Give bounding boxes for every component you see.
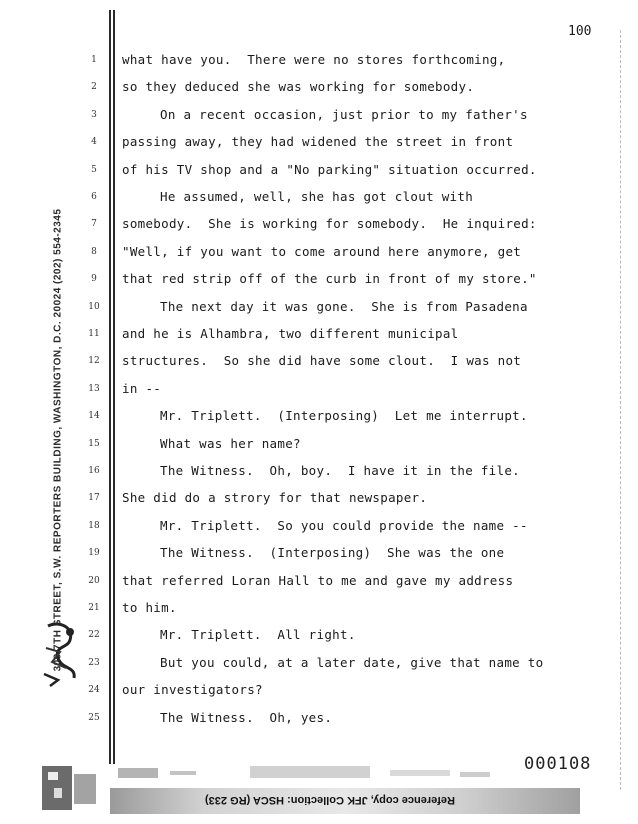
line-number: 11 [88, 329, 100, 339]
line-number: 10 [88, 301, 100, 312]
line-number: 21 [88, 603, 100, 613]
line-number: 19 [88, 548, 100, 559]
margin-rule-outer [109, 10, 111, 764]
transcript-line: What was her name? [160, 435, 301, 451]
transcript-line: of his TV shop and a "No parking" situation occurred. [122, 161, 537, 177]
line-number: 5 [91, 164, 97, 175]
transcript-line: The Witness. Oh, boy. I have it in the file. [160, 463, 520, 478]
page-number: 100 [568, 24, 592, 39]
transcript-line: our investigators? [122, 682, 263, 698]
reference-copy-stamp: Reference copy, JFK Collection: HSCA (RG 233) [205, 794, 455, 806]
scan-artifact-strip [100, 762, 520, 784]
reporter-logo [40, 618, 84, 688]
transcript-line: The Witness. Oh, yes. [160, 709, 333, 725]
line-number: 23 [88, 657, 100, 668]
transcript-line: The Witness. (Interposing) She was the one [160, 545, 505, 561]
transcript-line: passing away, they had widened the street in front [122, 134, 514, 150]
line-number: 16 [88, 466, 100, 476]
transcript-line: Mr. Triplett. (Interposing) Let me interrupt. [160, 408, 528, 424]
transcript-line: so they deduced she was working for somebody. [122, 79, 475, 95]
margin-rule-inner [113, 10, 115, 764]
transcript-line: that red strip off of the curb in front of my store." [122, 271, 537, 287]
transcript-line: in -- [122, 380, 162, 396]
transcript-line: what have you. There were no stores forthcoming, [122, 52, 506, 67]
transcript-line: and he is Alhambra, two different municipal [122, 326, 459, 341]
transcript-line: But you could, at a later date, give that name to [160, 654, 544, 670]
transcript-line: Mr. Triplett. All right. [160, 627, 356, 643]
transcript-line: She did do a strory for that newspaper. [122, 490, 428, 506]
line-number: 12 [88, 356, 100, 367]
line-number: 15 [88, 438, 100, 449]
line-number: 13 [88, 383, 100, 394]
line-number: 7 [91, 219, 97, 230]
transcript-line: He assumed, well, she has got clout with [160, 189, 474, 204]
line-number: 17 [88, 493, 100, 504]
line-number: 2 [91, 82, 97, 93]
line-number: 4 [91, 137, 97, 148]
line-number: 22 [88, 630, 100, 641]
transcript-line: to him. [122, 600, 177, 615]
line-number: 8 [91, 246, 97, 257]
transcript-line: On a recent occasion, just prior to my father's [160, 106, 528, 122]
corner-scan-mark [40, 760, 110, 816]
transcript-line: structures. So she did have some clout. I was not [122, 353, 522, 369]
line-number: 3 [91, 109, 97, 120]
line-number: 6 [91, 192, 97, 202]
line-number: 25 [88, 712, 100, 723]
line-number: 1 [91, 55, 97, 65]
line-number: 24 [88, 685, 100, 696]
line-number: 18 [88, 520, 100, 531]
transcript-line: Mr. Triplett. So you could provide the name -- [160, 517, 528, 533]
line-number: 9 [91, 274, 97, 285]
line-number: 20 [88, 575, 100, 586]
document-control-number: 000108 [524, 754, 592, 774]
transcript-line: somebody. She is working for somebody. He inquired: [122, 216, 537, 232]
line-number: 14 [88, 411, 100, 422]
reporter-address-vertical: 300 7TH STREET, S.W. REPORTERS BUILDING, WASHINGTON, D.C. 20024 (202) 554-2345 [52, 208, 64, 672]
transcript-line: The next day it was gone. She is from Pasadena [160, 298, 528, 314]
transcript-line: "Well, if you want to come around here anymore, get [122, 243, 522, 259]
transcript-line: that referred Loran Hall to me and gave my address [122, 572, 514, 588]
